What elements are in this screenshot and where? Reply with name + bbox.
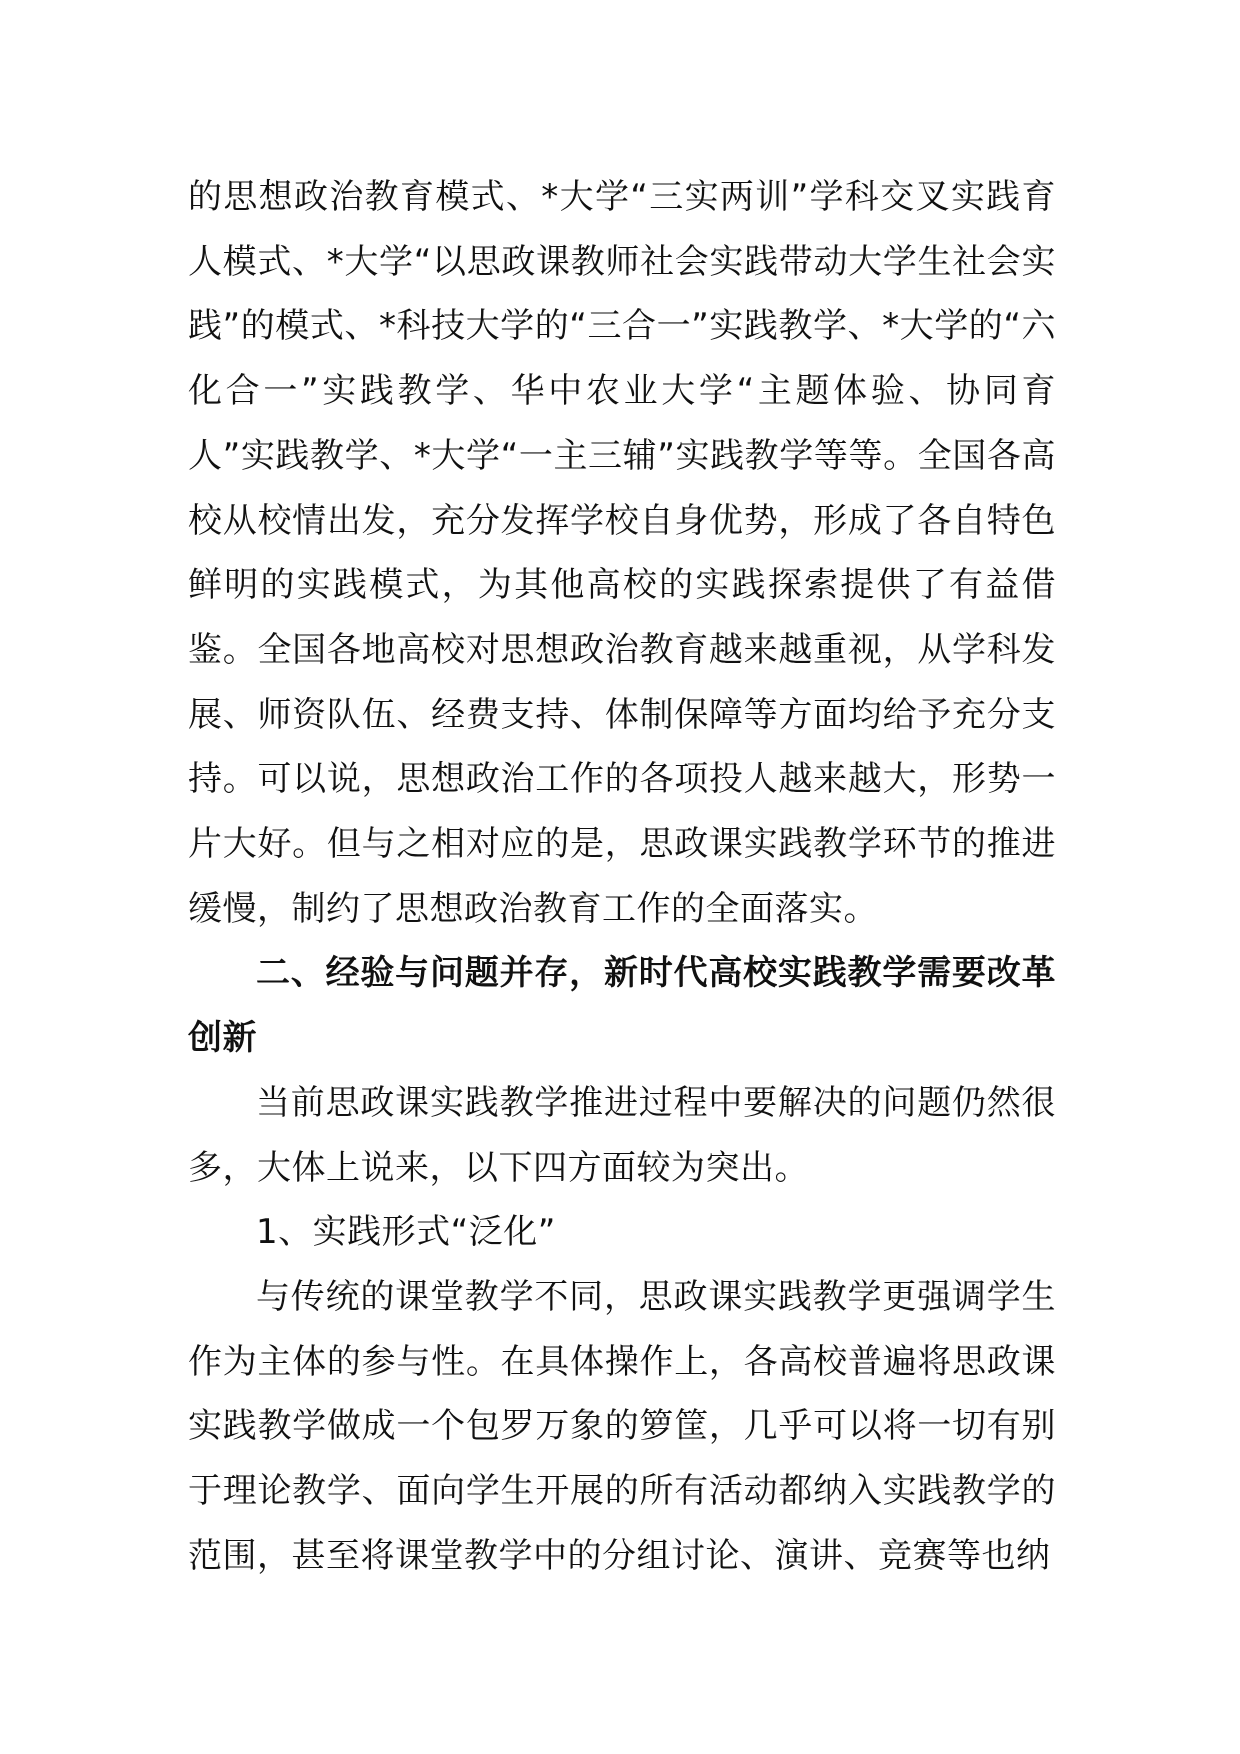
body-paragraph-problems: 当前思政课实践教学推进过程中要解决的问题仍然很多，大体上说来，以下四方面较为突出。 <box>188 1082 1056 1188</box>
body-paragraph-practice-form: 与传统的课堂教学不同，思政课实践教学更强调学生作为主体的参与性。在具体操作上，各高校普遍将思政课实践教学做成一个包罗万象的箩筐，几乎可以将一切有别于理论教学、面向学生开展的所有活动都纳入实践教学的范围，甚至将课堂教学中的分组讨论、演讲、竞赛等也纳 <box>188 1276 1056 1576</box>
body-paragraph-intro: 的思想政治教育模式、*大学“三实两训”学科交叉实践育人模式、*大学“以思政课教师社会实践带动大学生社会实践”的模式、*科技大学的“三合一”实践教学、*大学的“六化合一”实践教学、华中农业大学“主题体验、协同育人”实践教学、*大学“一主三辅”实践教学等等。全国各高校从校情出发，充分发挥学校自身优势，形成了各自特色鲜明的实践模式，为其他高校的实践探索提供了有益借鉴。全国各地高校对思想政治教育越来越重视，从学科发展、师资队伍、经费支持、体制保障等方面均给予充分支持。可以说，思想政治工作的各项投人越来越大，形势一片大好。但与之相对应的是，思政课实践教学环节的推进缓慢，制约了思想政治教育工作的全面落实。 <box>188 177 1056 929</box>
subheading-1: 1、实践形式“泛化” <box>256 1212 556 1253</box>
section-heading-2: 二、经验与问题并存，新时代高校实践教学需要改革创新 <box>188 953 1056 1059</box>
document-page <box>188 165 1056 1588</box>
